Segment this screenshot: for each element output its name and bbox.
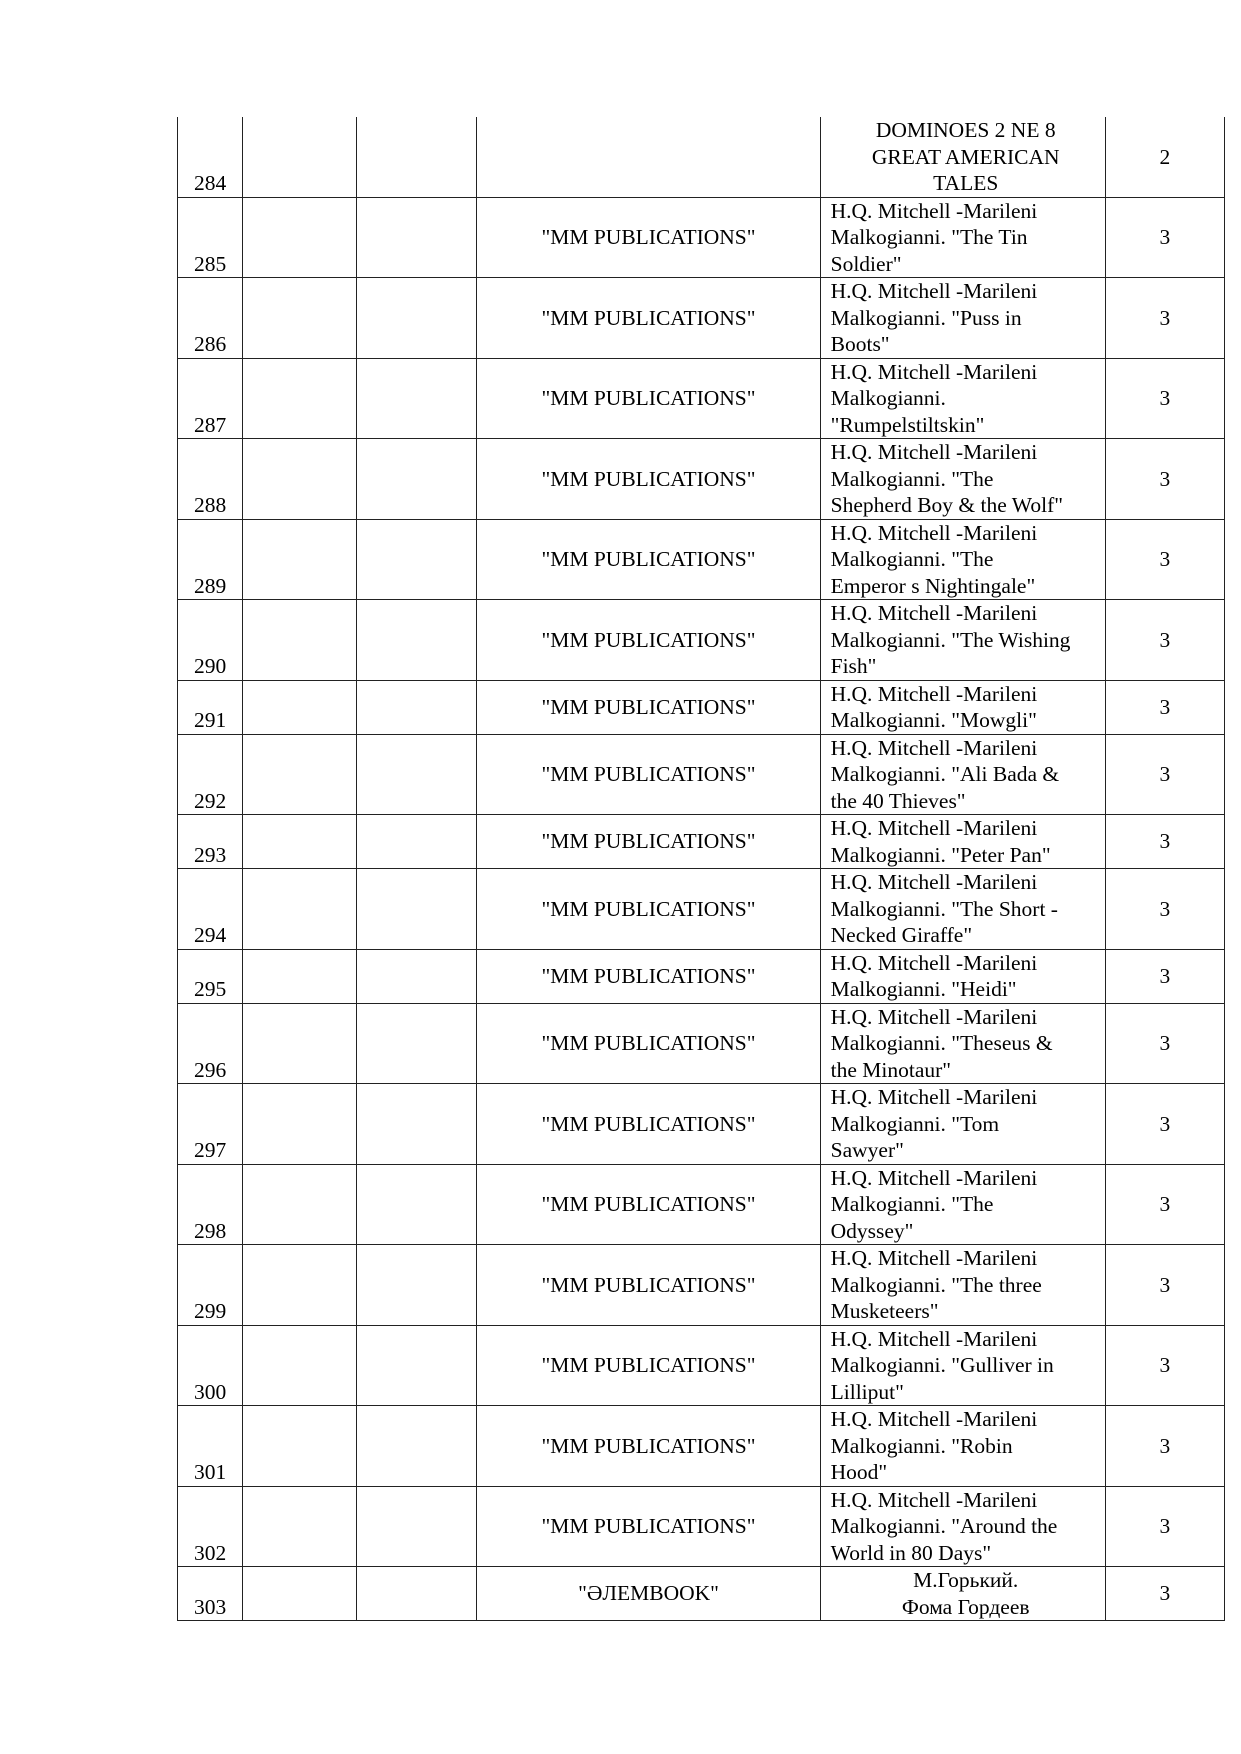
empty-cell-b xyxy=(357,1567,477,1621)
table-row xyxy=(178,519,1225,600)
publisher-cell xyxy=(477,117,820,197)
title-line: Malkogianni. "The three xyxy=(830,1272,1042,1297)
empty-cell-a xyxy=(243,949,357,1003)
empty-cell-b xyxy=(357,1245,477,1326)
table-row xyxy=(178,1567,1225,1621)
title-cell xyxy=(820,1084,1105,1165)
publisher-cell: "MM PUBLICATIONS" xyxy=(477,600,820,681)
publisher-cell: "MM PUBLICATIONS" xyxy=(477,1486,820,1567)
table-row xyxy=(178,1486,1225,1567)
title-cell xyxy=(820,197,1105,278)
title-line: H.Q. Mitchell -Marileni xyxy=(830,440,1038,464)
book-list-table xyxy=(177,117,1225,1621)
empty-cell-a xyxy=(243,278,357,359)
quantity-cell: 3 xyxy=(1105,358,1224,439)
row-number-cell: 302 xyxy=(178,1486,243,1567)
table-row xyxy=(178,734,1225,815)
empty-cell-b xyxy=(357,869,477,950)
table-row xyxy=(178,1406,1225,1487)
title-line: H.Q. Mitchell -Marileni xyxy=(830,1487,1038,1512)
quantity-cell: 3 xyxy=(1105,519,1224,600)
row-number-cell: 298 xyxy=(178,1164,243,1245)
quantity-cell: 3 xyxy=(1105,1245,1224,1326)
empty-cell-b xyxy=(357,519,477,600)
title-line: H.Q. Mitchell -Marileni xyxy=(830,1407,1038,1431)
row-number-cell: 291 xyxy=(178,680,243,734)
title-line: Malkogianni. xyxy=(830,386,946,410)
title-cell xyxy=(820,358,1105,439)
title-line: H.Q. Mitchell -Marileni xyxy=(830,1085,1038,1109)
title-line: the Minotaur" xyxy=(830,1057,952,1082)
row-number-cell: 289 xyxy=(178,519,243,600)
title-cell xyxy=(820,949,1105,1003)
empty-cell-b xyxy=(357,680,477,734)
empty-cell-b xyxy=(357,197,477,278)
publisher-cell: "MM PUBLICATIONS" xyxy=(477,949,820,1003)
title-line: H.Q. Mitchell -Marileni xyxy=(830,681,1038,706)
title-line: Malkogianni. "The Wishing xyxy=(830,627,1071,652)
title-line: Malkogianni. "Robin xyxy=(830,1433,1013,1458)
title-cell xyxy=(820,117,1105,197)
empty-cell-a xyxy=(243,815,357,869)
title-cell xyxy=(820,1164,1105,1245)
title-line: Malkogianni. "Heidi" xyxy=(830,977,1017,1001)
title-cell xyxy=(820,600,1105,681)
quantity-cell: 3 xyxy=(1105,1406,1224,1487)
title-line: Odyssey" xyxy=(830,1218,914,1243)
empty-cell-a xyxy=(243,1003,357,1084)
row-number-cell: 292 xyxy=(178,734,243,815)
title-line: Sawyer" xyxy=(830,1138,904,1162)
title-cell xyxy=(820,1003,1105,1084)
quantity-cell: 3 xyxy=(1105,1003,1224,1084)
quantity-cell: 3 xyxy=(1105,1084,1224,1165)
title-cell xyxy=(820,1325,1105,1406)
title-line: H.Q. Mitchell -Marileni xyxy=(830,279,1038,303)
empty-cell-b xyxy=(357,949,477,1003)
empty-cell-b xyxy=(357,1325,477,1406)
quantity-cell: 3 xyxy=(1105,734,1224,815)
table-row xyxy=(178,278,1225,359)
empty-cell-a xyxy=(243,680,357,734)
title-line: H.Q. Mitchell -Marileni xyxy=(830,359,1038,384)
empty-cell-b xyxy=(357,734,477,815)
row-number-cell: 295 xyxy=(178,949,243,1003)
empty-cell-a xyxy=(243,519,357,600)
publisher-cell: "MM PUBLICATIONS" xyxy=(477,519,820,600)
title-line: Malkogianni. "Peter Pan" xyxy=(830,842,1051,867)
title-cell xyxy=(820,1486,1105,1567)
table-row xyxy=(178,117,1225,197)
title-line: Hood" xyxy=(830,1460,888,1484)
row-number-cell: 286 xyxy=(178,278,243,359)
empty-cell-b xyxy=(357,600,477,681)
empty-cell-b xyxy=(357,358,477,439)
quantity-cell: 3 xyxy=(1105,815,1224,869)
empty-cell-a xyxy=(243,869,357,950)
title-line: H.Q. Mitchell -Marileni xyxy=(830,1246,1038,1270)
title-cell xyxy=(820,1406,1105,1487)
empty-cell-a xyxy=(243,439,357,520)
table-row xyxy=(178,949,1225,1003)
title-line: the 40 Thieves" xyxy=(830,788,966,813)
publisher-cell: "MM PUBLICATIONS" xyxy=(477,1164,820,1245)
publisher-cell: "MM PUBLICATIONS" xyxy=(477,1406,820,1487)
empty-cell-a xyxy=(243,1406,357,1487)
row-number-cell: 303 xyxy=(178,1567,243,1621)
table-row xyxy=(178,439,1225,520)
title-line: H.Q. Mitchell -Marileni xyxy=(830,1326,1038,1351)
publisher-cell: "MM PUBLICATIONS" xyxy=(477,1245,820,1326)
title-line: GREAT AMERICAN xyxy=(871,144,1060,169)
title-line: H.Q. Mitchell -Marileni xyxy=(830,816,1038,840)
publisher-cell: "ӘЛЕМBOOK" xyxy=(477,1567,820,1621)
title-line: H.Q. Mitchell -Marileni xyxy=(830,735,1038,760)
title-line: Musketeers" xyxy=(830,1299,939,1323)
quantity-cell: 3 xyxy=(1105,1164,1224,1245)
title-cell xyxy=(820,1567,1105,1621)
publisher-cell: "MM PUBLICATIONS" xyxy=(477,197,820,278)
quantity-cell: 3 xyxy=(1105,278,1224,359)
publisher-cell: "MM PUBLICATIONS" xyxy=(477,278,820,359)
empty-cell-b xyxy=(357,439,477,520)
empty-cell-b xyxy=(357,1486,477,1567)
title-line: Malkogianni. "The xyxy=(830,466,994,491)
title-line: H.Q. Mitchell -Marileni xyxy=(830,198,1038,223)
title-line: Malkogianni. "The xyxy=(830,1192,994,1216)
title-line: Malkogianni. "Around the xyxy=(830,1514,1058,1538)
empty-cell-a xyxy=(243,197,357,278)
table-row xyxy=(178,1003,1225,1084)
title-line: Malkogianni. "Theseus & xyxy=(830,1031,1053,1055)
title-line: Soldier" xyxy=(830,251,902,276)
table-row xyxy=(178,1245,1225,1326)
title-cell xyxy=(820,869,1105,950)
row-number-cell: 290 xyxy=(178,600,243,681)
empty-cell-a xyxy=(243,358,357,439)
quantity-cell: 3 xyxy=(1105,869,1224,950)
publisher-cell: "MM PUBLICATIONS" xyxy=(477,734,820,815)
publisher-cell: "MM PUBLICATIONS" xyxy=(477,869,820,950)
empty-cell-a xyxy=(243,1164,357,1245)
publisher-cell: "MM PUBLICATIONS" xyxy=(477,439,820,520)
quantity-cell: 3 xyxy=(1105,439,1224,520)
title-line: Malkogianni. "Puss in xyxy=(830,305,1022,330)
title-line: TALES xyxy=(933,171,999,195)
title-line: Fish" xyxy=(830,654,877,678)
publisher-cell: "MM PUBLICATIONS" xyxy=(477,358,820,439)
empty-cell-b xyxy=(357,1084,477,1165)
row-number-cell: 294 xyxy=(178,869,243,950)
table-row xyxy=(178,197,1225,278)
title-cell xyxy=(820,734,1105,815)
quantity-cell: 3 xyxy=(1105,1486,1224,1567)
empty-cell-a xyxy=(243,600,357,681)
title-line: H.Q. Mitchell -Marileni xyxy=(830,950,1038,975)
empty-cell-a xyxy=(243,734,357,815)
title-line: Lilliput" xyxy=(830,1379,904,1404)
row-number-cell: 288 xyxy=(178,439,243,520)
empty-cell-b xyxy=(357,278,477,359)
publisher-cell: "MM PUBLICATIONS" xyxy=(477,1084,820,1165)
table-row xyxy=(178,1084,1225,1165)
quantity-cell: 3 xyxy=(1105,949,1224,1003)
title-line: Malkogianni. "Ali Bada & xyxy=(830,762,1060,786)
title-line: Boots" xyxy=(830,332,890,356)
title-line: Malkogianni. "Gulliver in xyxy=(830,1353,1054,1377)
title-line: H.Q. Mitchell -Marileni xyxy=(830,520,1038,545)
title-line: "Rumpelstiltskin" xyxy=(830,412,985,437)
quantity-cell: 2 xyxy=(1105,117,1224,197)
title-line: Malkogianni. "Tom xyxy=(830,1111,1000,1136)
empty-cell-b xyxy=(357,1406,477,1487)
quantity-cell: 3 xyxy=(1105,1325,1224,1406)
title-line: H.Q. Mitchell -Marileni xyxy=(830,601,1038,625)
row-number-cell: 284 xyxy=(178,117,243,197)
row-number-cell: 299 xyxy=(178,1245,243,1326)
title-line: Shepherd Boy & the Wolf" xyxy=(830,493,1063,517)
title-line: Malkogianni. "Mowgli" xyxy=(830,708,1037,732)
table-row xyxy=(178,680,1225,734)
quantity-cell: 3 xyxy=(1105,197,1224,278)
publisher-cell: "MM PUBLICATIONS" xyxy=(477,680,820,734)
empty-cell-a xyxy=(243,1084,357,1165)
title-cell xyxy=(820,815,1105,869)
table-row xyxy=(178,600,1225,681)
table-row xyxy=(178,1325,1225,1406)
quantity-cell: 3 xyxy=(1105,600,1224,681)
title-line: Фома Гордеев xyxy=(901,1594,1030,1619)
row-number-cell: 301 xyxy=(178,1406,243,1487)
title-line: Malkogianni. "The xyxy=(830,547,994,571)
empty-cell-a xyxy=(243,1486,357,1567)
table-row xyxy=(178,815,1225,869)
table-row xyxy=(178,1164,1225,1245)
empty-cell-a xyxy=(243,1245,357,1326)
quantity-cell: 3 xyxy=(1105,680,1224,734)
title-cell xyxy=(820,680,1105,734)
row-number-cell: 300 xyxy=(178,1325,243,1406)
title-line: H.Q. Mitchell -Marileni xyxy=(830,870,1038,894)
row-number-cell: 293 xyxy=(178,815,243,869)
title-cell xyxy=(820,439,1105,520)
row-number-cell: 296 xyxy=(178,1003,243,1084)
table-row xyxy=(178,358,1225,439)
title-cell xyxy=(820,1245,1105,1326)
publisher-cell: "MM PUBLICATIONS" xyxy=(477,1003,820,1084)
empty-cell-b xyxy=(357,1164,477,1245)
empty-cell-a xyxy=(243,1325,357,1406)
empty-cell-b xyxy=(357,117,477,197)
title-line: DOMINOES 2 NE 8 xyxy=(875,118,1056,142)
empty-cell-b xyxy=(357,1003,477,1084)
title-line: М.Горький. xyxy=(913,1568,1019,1592)
row-number-cell: 287 xyxy=(178,358,243,439)
publisher-cell: "MM PUBLICATIONS" xyxy=(477,1325,820,1406)
title-line: Malkogianni. "The Short - xyxy=(830,896,1058,921)
title-cell xyxy=(820,278,1105,359)
title-line: Necked Giraffe" xyxy=(830,923,973,947)
table-body xyxy=(178,117,1225,1621)
table-row xyxy=(178,869,1225,950)
publisher-cell: "MM PUBLICATIONS" xyxy=(477,815,820,869)
title-line: Malkogianni. "The Tin xyxy=(830,225,1028,249)
title-line: H.Q. Mitchell -Marileni xyxy=(830,1004,1038,1029)
title-cell xyxy=(820,519,1105,600)
title-line: Emperor s Nightingale" xyxy=(830,573,1036,598)
quantity-cell: 3 xyxy=(1105,1567,1224,1621)
empty-cell-a xyxy=(243,117,357,197)
empty-cell-b xyxy=(357,815,477,869)
empty-cell-a xyxy=(243,1567,357,1621)
row-number-cell: 285 xyxy=(178,197,243,278)
title-line: H.Q. Mitchell -Marileni xyxy=(830,1165,1038,1190)
title-line: World in 80 Days" xyxy=(830,1540,992,1565)
row-number-cell: 297 xyxy=(178,1084,243,1165)
